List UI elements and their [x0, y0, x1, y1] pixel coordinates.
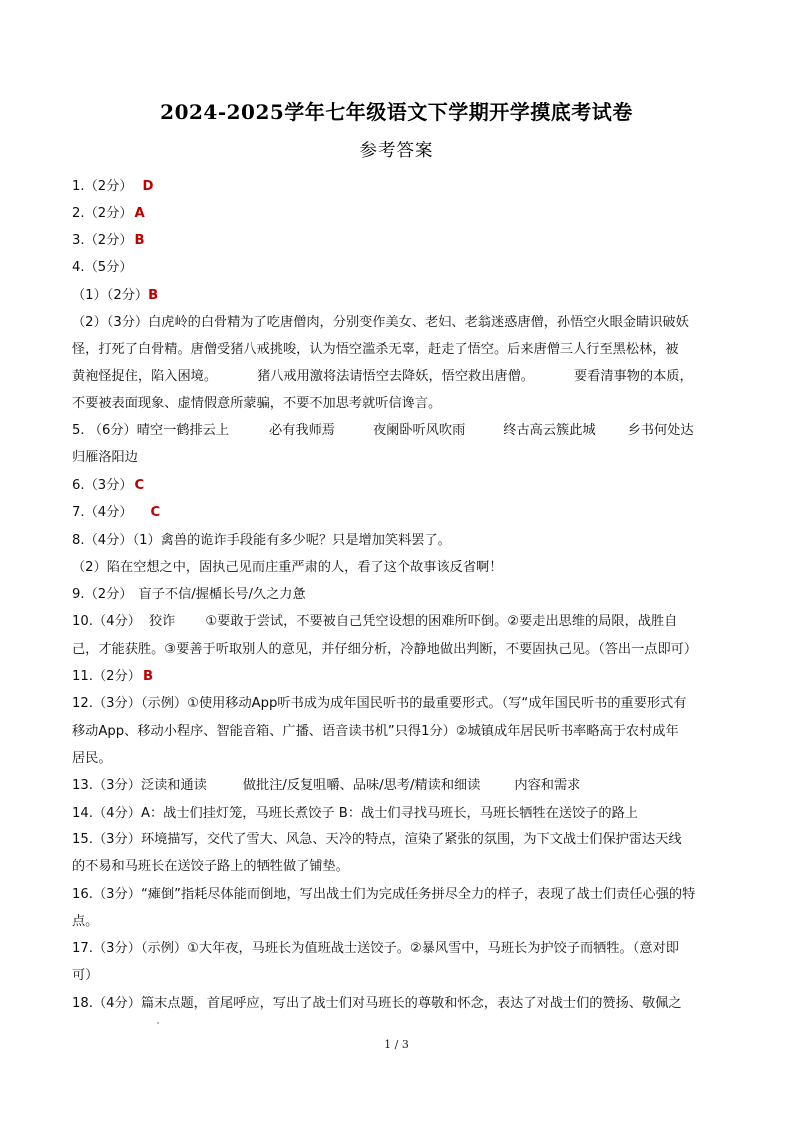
page-title: 2024-2025学年七年级语文下学期开学摸底考试卷 [160, 100, 633, 124]
answer-q8-line2 [72, 558, 502, 578]
q17-line2: 可） [72, 968, 99, 983]
answer-q2 [72, 204, 145, 224]
answer-q17 [72, 939, 679, 959]
answer-q15-line2 [72, 857, 349, 877]
answer-q6 [72, 476, 144, 496]
q4-p2-text: 黄袍怪捉住，陷入困境。 [72, 369, 218, 384]
answer-q12-line2 [72, 722, 679, 742]
answer-q3 [72, 231, 145, 251]
answer-q14 [72, 804, 638, 824]
q1-answer: D [142, 179, 154, 194]
q12-line2: 移动App、移动小程序、智能音箱、广播、语音读书机”只得1分）②城镇成年居民听书率略高于农村成年 [72, 724, 679, 739]
answer-q4-part1 [72, 286, 158, 306]
q9-label: 9.（2分） [72, 587, 133, 602]
q4-label: 4.（5分） [72, 260, 133, 275]
answer-q11 [72, 667, 153, 687]
q8-line2: （2）陷在空想之中，固执己见而庄重严肃的人，看了这个故事该反省啊！ [72, 560, 503, 575]
answer-q12 [72, 694, 686, 714]
answer-q16-line2 [72, 912, 98, 932]
q7-label: 7.（4分） [72, 505, 133, 520]
answer-q4-part2-line4 [72, 394, 441, 414]
q13-item: 做批注/反复咀嚼、品味/思考/精读和细读 [242, 778, 481, 793]
q5-label: 5. （6分） [72, 423, 137, 438]
answer-q4-part2-line2 [72, 340, 679, 360]
q4-p2-text: 白虎岭的白骨精为了吃唐僧肉，分别变作美女、老妇、老翁迷惑唐僧，孙悟空火眼金睛识破妖 [148, 315, 689, 330]
page-number: 1 / 3 [384, 1038, 409, 1051]
q12-line3: 居民。 [72, 751, 112, 766]
answer-q10 [72, 612, 677, 632]
q5-item: 必有我师焉 [269, 423, 335, 438]
answer-q4 [72, 258, 133, 278]
q4-p2-text: 猪八戒用激将法请悟空去降妖，悟空救出唐僧。 [257, 369, 534, 384]
q5-item: 夜阑卧听风吹雨 [372, 423, 466, 438]
answer-q16 [72, 885, 695, 905]
q6-label: 6.（3分） [72, 478, 133, 493]
answer-q5-continued [72, 448, 138, 468]
q16-label: 16.（3分） [72, 887, 141, 902]
q4-p2-text: 怪，打死了白骨精。唐僧受猪八戒挑唆，认为悟空滥杀无辜，赶走了悟空。后来唐僧三人行至黑松林，被 [72, 342, 679, 357]
q5-item: 晴空一鹤排云上 [136, 423, 230, 438]
answer-q4-part2-line1 [72, 313, 689, 333]
q10-word: 狡诈 [148, 614, 176, 629]
q16-line1: “瘫倒”指耗尽体能而倒地，写出战士们为完成任务拼尽全力的样子，表现了战士们责任心强的特 [140, 887, 696, 902]
q18-label: 18.（4分） [72, 996, 141, 1011]
q17-line1: （示例）①大年夜，马班长为值班战士送饺子。②暴风雪中，马班长为护饺子而牺牲。（意对即 [140, 941, 679, 956]
q10-line2: 己，才能获胜。③要善于听取别人的意见，并仔细分析，冷静地做出判断，不要固执己见。（答出一点即可） [72, 642, 698, 657]
answer-q15 [72, 830, 682, 850]
q7-answer: C [150, 505, 161, 520]
q11-label: 11.（2分） [72, 669, 141, 684]
q18-line1: 篇末点题，首尾呼应，写出了战士们对马班长的尊敬和怀念，表达了对战士们的赞扬、敬佩之 [140, 996, 682, 1011]
q5-item: 终古高云簇此城 [503, 423, 596, 438]
q8-line1: （1）禽兽的诡诈手段能有多少呢？只是增加笑料罢了。 [132, 533, 451, 548]
q13-label: 13.（3分） [72, 778, 141, 793]
q14-answer: A：战士们挂灯笼，马班长煮饺子 B：战士们寻找马班长，马班长牺牲在送饺子的路上 [140, 806, 638, 821]
q4-p2-label: （2）（3分） [72, 315, 149, 330]
answer-q12-line3 [72, 749, 112, 769]
q4-p1-answer: B [148, 288, 159, 303]
q10-line1: ①要敢于尝试，不要被自己凭空设想的困难所吓倒。②要走出思维的局限，战胜自 [205, 614, 678, 629]
q13-item: 泛读和通读 [140, 778, 207, 793]
q5-item: 乡书何处达 [627, 423, 694, 438]
q1-label: 1.（2分） [72, 179, 133, 194]
q17-label: 17.（3分） [72, 941, 141, 956]
answer-q7 [72, 503, 160, 523]
answer-q5 [72, 421, 694, 441]
q10-label: 10.（4分） [72, 614, 141, 629]
q15-label: 15.（3分） [72, 832, 141, 847]
scan-speck [157, 1022, 159, 1024]
q9-answer: 盲子不信/握楯长号/久之力惫 [138, 587, 306, 602]
answer-q10-line2 [72, 640, 697, 660]
answer-q17-line2 [72, 966, 98, 986]
answer-q13 [72, 776, 580, 796]
page-subtitle: 参考答案 [359, 141, 434, 161]
q6-answer: C [134, 478, 145, 493]
answer-q18 [72, 994, 682, 1014]
q15-line2: 的不易和马班长在送饺子路上的牺牲做了铺垫。 [72, 859, 349, 874]
q2-answer: A [134, 206, 145, 221]
q4-p2-text: 不要被表面现象、虚情假意所蒙骗，不要不加思考就听信谗言。 [72, 396, 442, 411]
q8-label: 8.（4分） [72, 533, 133, 548]
q13-item: 内容和需求 [514, 778, 581, 793]
q4-p1-label: （1）（2分） [72, 288, 149, 303]
answer-q9 [72, 585, 306, 605]
q4-p2-text: 要看清事物的本质， [574, 369, 693, 384]
answer-q4-part2-line3 [72, 367, 693, 387]
q5-continued: 归雁洛阳边 [72, 450, 138, 465]
q12-label: 12.（3分） [72, 696, 141, 711]
answer-q1 [72, 177, 154, 197]
q2-label: 2.（2分） [72, 206, 133, 221]
q16-line2: 点。 [72, 914, 99, 929]
q15-line1: 环境描写，交代了雪大、风急、天冷的特点，渲染了紧张的氛围，为下文战士们保护雷达天线 [140, 832, 682, 847]
q11-answer: B [142, 669, 153, 684]
q3-answer: B [134, 233, 145, 248]
q3-label: 3.（2分） [72, 233, 133, 248]
answer-q8 [72, 531, 451, 551]
q12-line1: （示例）①使用移动App听书成为成年国民听书的最重要形式。（写“成年国民听书的重要形式有 [140, 696, 687, 711]
q14-label: 14.（4分） [72, 806, 141, 821]
